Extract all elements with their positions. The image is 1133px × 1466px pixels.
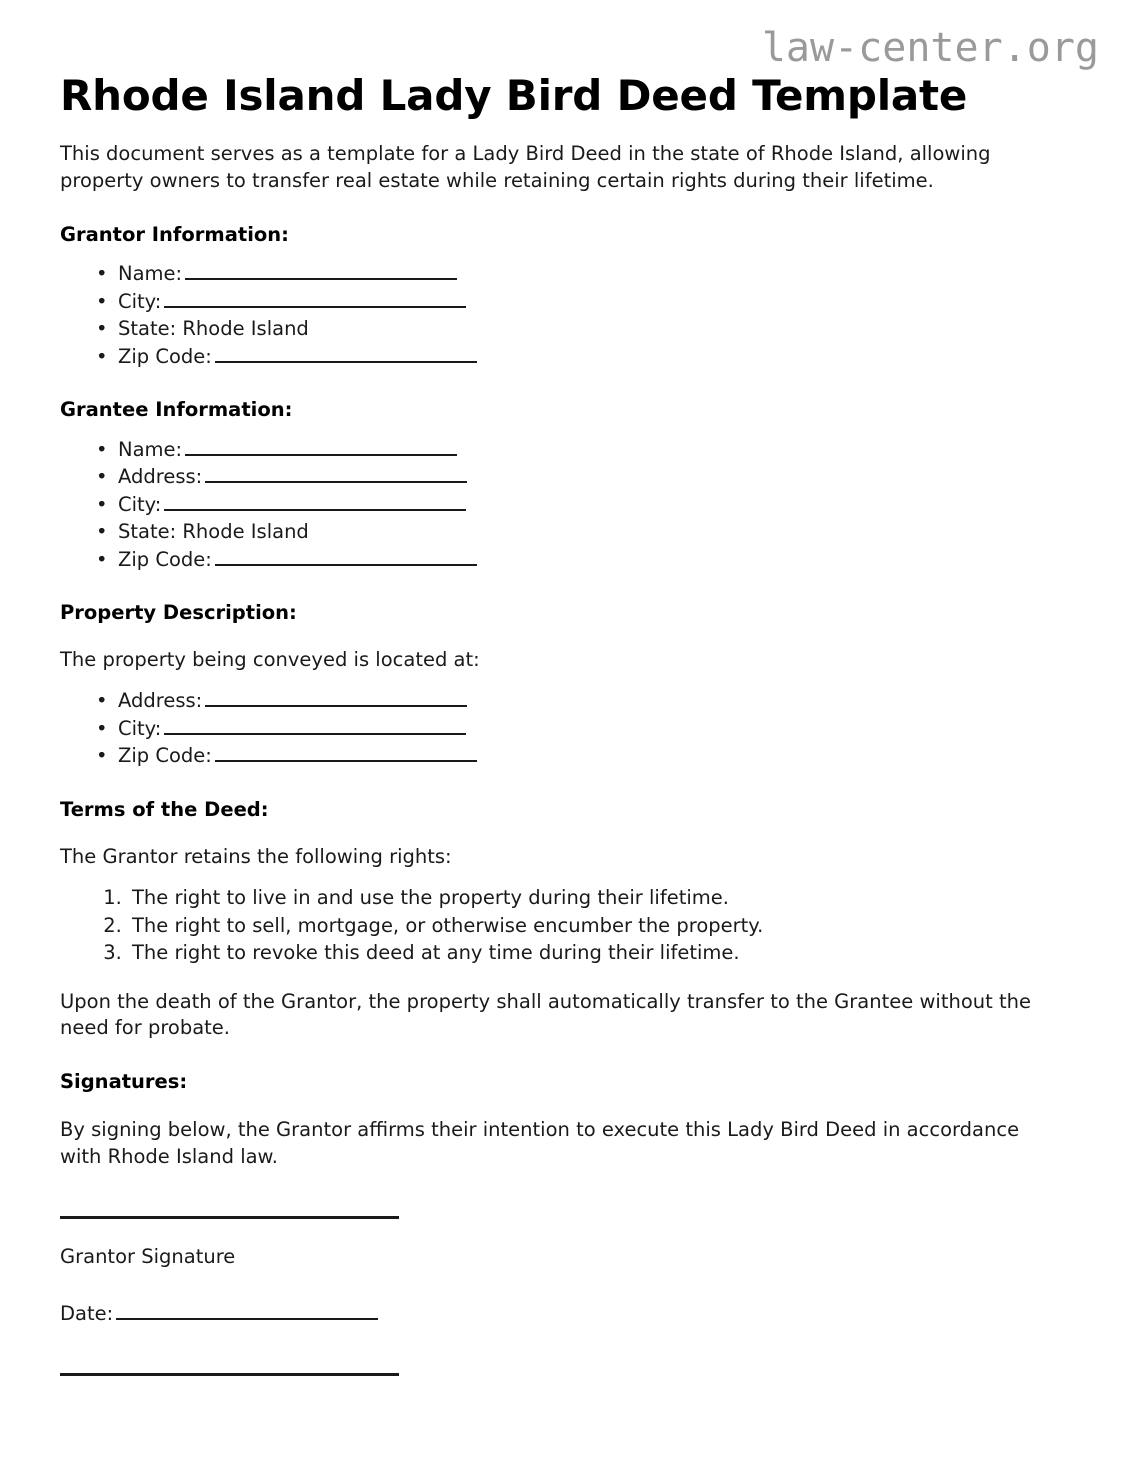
property-intro-paragraph: The property being conveyed is located at:: [60, 648, 480, 672]
retained-rights-list: [60, 871, 1073, 967]
field-label: Zip Code:: [118, 744, 212, 768]
field-blank-input[interactable]: [164, 491, 466, 511]
terms-intro-paragraph: The Grantor retains the following rights:: [60, 845, 452, 869]
grantee-field-list: [60, 423, 1073, 574]
field-label: City:: [118, 289, 162, 313]
date-label: Date:: [60, 1302, 114, 1326]
field-row: [118, 491, 1073, 519]
grantor-field-list: [60, 247, 1073, 370]
field-blank-input[interactable]: [164, 288, 466, 308]
list-item: 2. The right to sell, mortgage, or otherwise encumber the property.: [128, 912, 1073, 940]
field-blank-input[interactable]: [164, 715, 466, 735]
field-row: [118, 518, 1073, 546]
field-blank-input[interactable]: [185, 436, 457, 456]
grantee-information-heading: Grantee Information:: [60, 398, 293, 422]
field-value: Rhode Island: [176, 317, 309, 341]
field-row: [118, 715, 1073, 743]
field-label: State:: [118, 317, 177, 341]
field-blank-input[interactable]: [185, 260, 457, 280]
field-value: Rhode Island: [176, 520, 309, 544]
field-row: [118, 463, 1073, 491]
field-label: Name:: [118, 262, 183, 286]
field-row: [118, 546, 1073, 574]
field-row: [118, 436, 1073, 464]
field-label: State:: [118, 520, 177, 544]
field-label: Name:: [118, 437, 183, 461]
list-item: 3. The right to revoke this deed at any time during their lifetime.: [128, 939, 1073, 967]
field-label: Address:: [118, 689, 203, 713]
grantor-signature-caption: Grantor Signature: [60, 1244, 236, 1268]
grantor-information-heading: Grantor Information:: [60, 222, 289, 246]
terms-of-deed-heading: Terms of the Deed:: [60, 797, 269, 821]
field-blank-input[interactable]: [205, 687, 467, 707]
field-label: Address:: [118, 465, 203, 489]
property-field-list: [60, 674, 1073, 770]
terms-closing-paragraph: Upon the death of the Grantor, the property shall automatically transfer to the Grantee without the need for probate.: [60, 989, 1031, 1040]
field-row: [118, 343, 1073, 371]
intro-paragraph: This document serves as a template for a Lady Bird Deed in the state of Rhode Island, allowing property owners to transfer real estate while retaining certain rights during their lifetime.: [60, 142, 991, 192]
list-item: 1. The right to live in and use the property during their lifetime.: [128, 884, 1073, 912]
field-blank-input[interactable]: [205, 463, 467, 483]
property-description-heading: Property Description:: [60, 601, 297, 625]
field-blank-input[interactable]: [215, 343, 477, 363]
field-row: [118, 260, 1073, 288]
signatures-heading: Signatures:: [60, 1070, 188, 1094]
date-blank-input[interactable]: [116, 1300, 378, 1320]
site-watermark: law-center.org: [761, 25, 1099, 71]
witness-signature-line[interactable]: [60, 1373, 399, 1376]
page-title: Rhode Island Lady Bird Deed Template: [60, 71, 968, 120]
field-label: City:: [118, 492, 162, 516]
signature-date-field[interactable]: [60, 1270, 1073, 1328]
field-row: [118, 315, 1073, 343]
field-row: [118, 742, 1073, 770]
field-label: Zip Code:: [118, 547, 212, 571]
signatures-intro-paragraph: By signing below, the Grantor affirms their intention to execute this Lady Bird Deed in accordance with Rhode Island law.: [60, 1117, 1020, 1168]
field-label: City:: [118, 716, 162, 740]
field-blank-input[interactable]: [215, 546, 477, 566]
field-label: Zip Code:: [118, 344, 212, 368]
field-blank-input[interactable]: [215, 742, 477, 762]
field-row: [118, 687, 1073, 715]
field-row: [118, 288, 1073, 316]
